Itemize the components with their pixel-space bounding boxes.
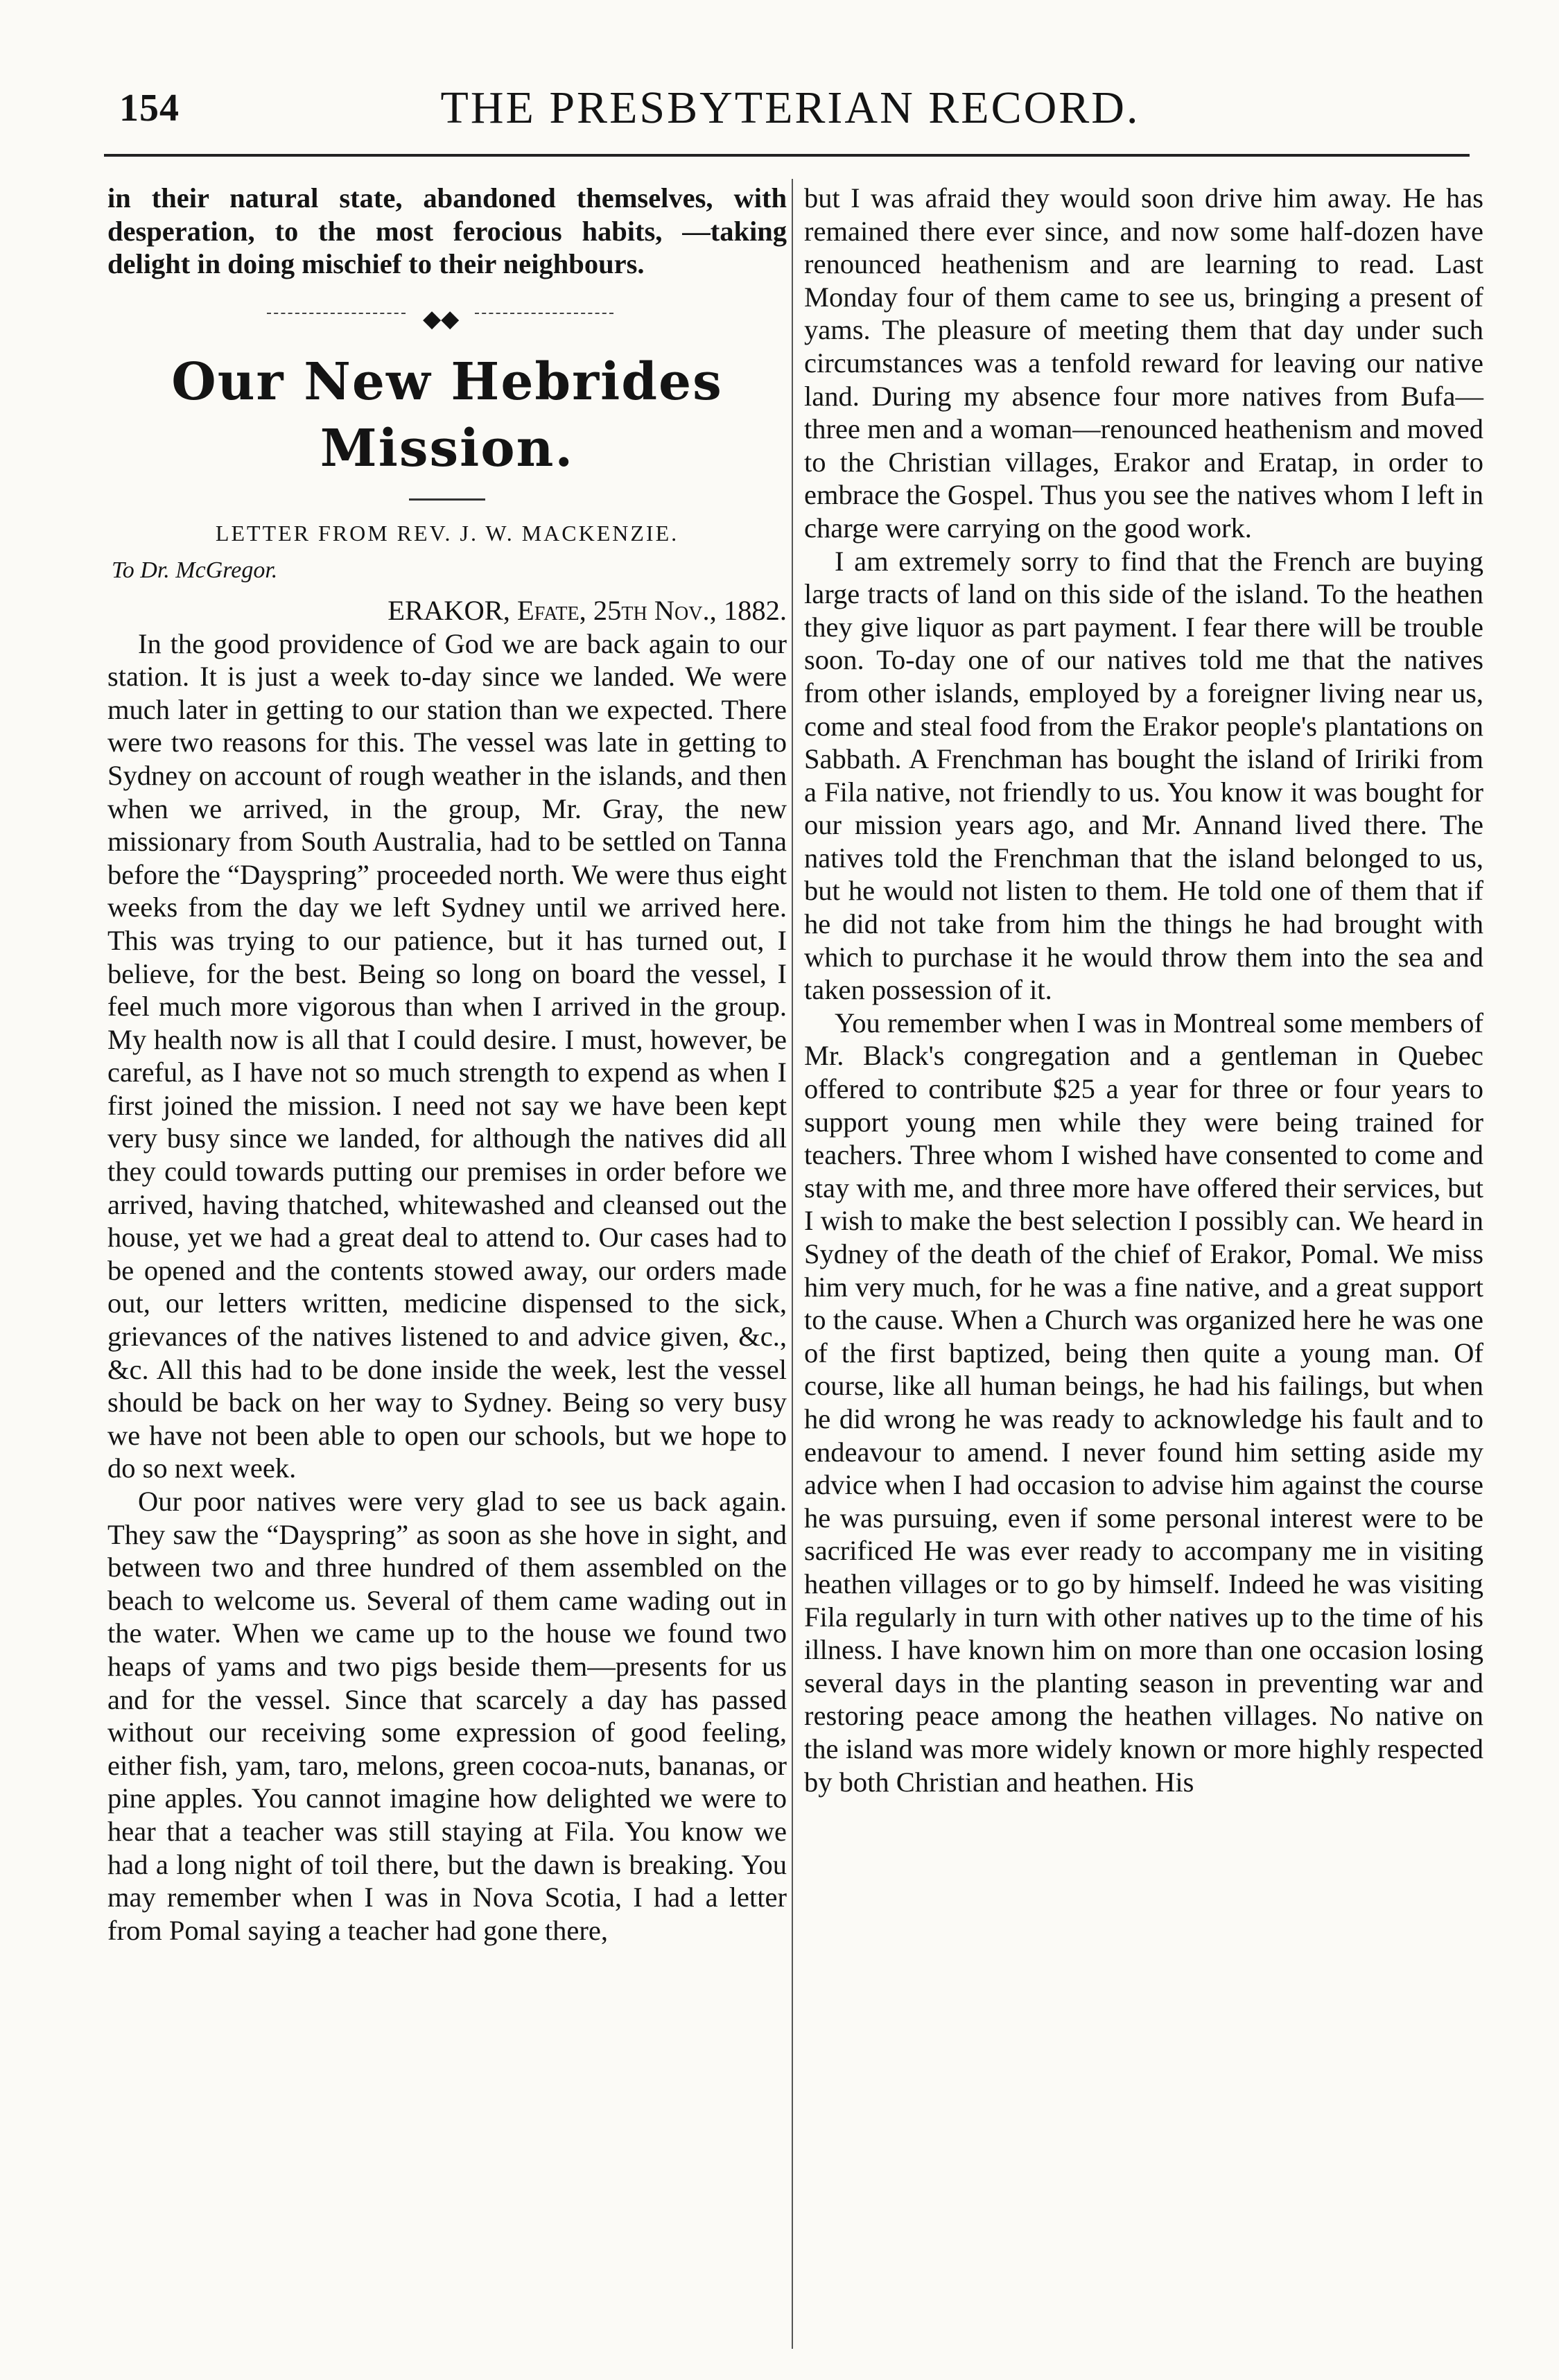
- addressee: To Dr. McGregor.: [112, 557, 278, 584]
- right-column: [804, 182, 1483, 1798]
- header-rule: [104, 154, 1470, 157]
- dateline: ERAKOR, Efate, 25th Nov., 1882.: [387, 594, 787, 626]
- intro-paragraph: in their natural state, abandoned themselves, with desperation, to the most ferocious habits, —taking delight in doing mischief to their neighbours.: [107, 182, 787, 280]
- section-title: Our New Hebrides Mission.: [171, 351, 723, 478]
- body-paragraph: You remember when I was in Montreal some members of Mr. Black's congregation and a gentleman in Quebec offered to contribute $25 a year for three or four years to support young men while they were being trained for teachers. Three whom I wished have consented to come and stay with me, and three more have offered their services, but I wish to make the best selection I possibly can. We heard in Sydney of the death of the chief of Erakor, Pomal. We miss him very much, for he was a fine native, and a great support to the cause. When a Church was organized here he was one of the first baptized, being then quite a young man. Of course, like all human beings, he had his failings, but when he did wrong he was ready to acknowledge his fault and to endeavour to amend. I never found him setting aside my advice when I had occasion to advise him against the course he was pursuing, even if some personal interest were to be sacrificed He was ever ready to accompany me in visiting heathen villages or to go by himself. Indeed he was visiting Fila regularly in turn with other natives up to the time of his illness. I have known him on more than one occasion losing several days in the planting season in preventing war and restoring peace among the heathen villages. No native on the island was more widely known or more highly respected by both Christian and heathen. His: [804, 1007, 1483, 1798]
- running-title: THE PRESBYTERIAN RECORD.: [440, 82, 1140, 133]
- title-rule: [409, 498, 485, 501]
- divider-line-right: [475, 313, 613, 314]
- ornamental-divider: [107, 293, 787, 335]
- page-header: [104, 82, 1477, 144]
- page-number: 154: [119, 87, 180, 130]
- column-divider: [792, 179, 793, 2349]
- body-paragraph: Our poor natives were very glad to see us back again. They saw the “Dayspring” as soon as she hove in sight, and between two and three hundred of them assembled on the beach to welcome us. Several of them came wading out in the water. When we came up to the house we found two heaps of yams and two pigs beside them—presents for us and for the vessel. Since that scarcely a day has passed without our receiving some expression of good feeling, either fish, yam, taro, melons, green cocoa-nuts, bananas, or pine apples. You cannot imagine how delighted we were to hear that a teacher was still staying at Fila. You know we had a long night of toil there, but the dawn is breaking. You may remember when I was in Nova Scotia, I had a letter from Pomal saying a teacher had gone there,: [107, 1486, 787, 1946]
- body-paragraph: I am extremely sorry to find that the French are buying large tracts of land on this side of the island. To the heathen they give liquor as part payment. I fear there will be trouble soon. To-day one of our natives told me that the natives from other islands, employed by a foreigner living near us, come and steal food from the Erakor people's plantations on Sabbath. A Frenchman has bought the island of Iririki from a Fila native, not friendly to us. You know it was bought for our mission years ago, and Mr. Annand lived there. The natives told the Frenchman that the island belonged to us, but he would not listen to them. He told one of them that if he did not take from him the things he had brought with which to purchase it he would throw them into the sea and taken possession of it.: [804, 545, 1483, 1006]
- left-column: [107, 182, 787, 1947]
- body-paragraph: In the good providence of God we are back again to our station. It is just a week to-day since we landed. We were much later in getting to our station than we expected. There were two reasons for this. The vessel was late in getting to Sydney on account of rough weather in the islands, and then when we arrived, in the group, Mr. Gray, the new missionary from South Australia, had to be settled on Tanna before the “Dayspring” proceeded north. We were thus eight weeks from the day we left Sydney until we arrived here. This was trying to our patience, but it has turned out, I believe, for the best. Being so long on board the vessel, I feel much more vigorous than when I arrived in the group. My health now is all that I could desire. I must, however, be careful, as I have not so much strength to expend as when I first joined the mission. I need not say we have been kept very busy since we landed, for although the natives did all they could towards putting our premises in order before we arrived, having thatched, whitewashed and cleansed out the house, yet we had a great deal to attend to. Our cases had to be opened and the contents stowed away, our orders made out, our letters written, medicine dispensed to the sick, grievances of the natives listened to and advice given, &c., &c. All this had to be done inside the week, lest the vessel should be back on her way to Sydney. Being so very busy we have not been able to open our schools, but we hope to do so next week.: [107, 627, 787, 1484]
- body-paragraph: but I was afraid they would soon drive him away. He has remained there ever since, and now some half-dozen have renounced heathenism and are learning to read. Last Monday four of them came to see us, bringing a present of yams. The pleasure of meeting them that day under such circumstances was a tenfold reward for leaving our native land. During my absence four more natives from Bufa—three men and a woman—renounced heathenism and moved to the Christian villages, Erakor and Eratap, in order to embrace the Gospel. Thus you see the natives whom I left in charge were carrying on the good work.: [804, 182, 1483, 544]
- letter-heading: LETTER FROM REV. J. W. MACKENZIE.: [215, 520, 679, 546]
- divider-line-left: [267, 313, 406, 314]
- diamond-ornament-icon: ◆◆: [423, 306, 460, 332]
